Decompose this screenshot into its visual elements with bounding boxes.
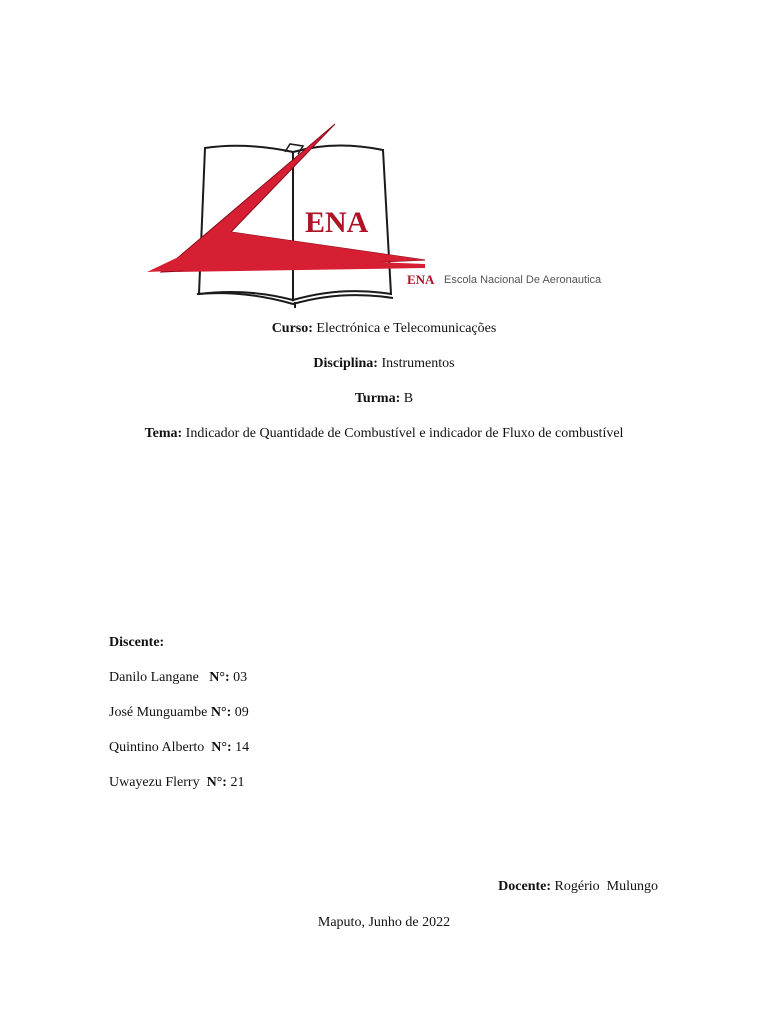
ena-emblem-text: ENA [305, 206, 369, 239]
discente-heading [109, 634, 164, 652]
student-name: Uwayezu Flerry [109, 775, 200, 790]
docente-label: Docente: [498, 879, 552, 894]
student-number: 09 [234, 705, 249, 720]
place-date [0, 914, 768, 932]
student-row [109, 704, 249, 722]
student-name: Danilo Langane [109, 670, 199, 685]
tema-line [0, 425, 768, 443]
disciplina-line [0, 355, 768, 373]
tema-label: Tema: [144, 426, 183, 441]
place-date-text: Maputo, Junho de 2022 [317, 915, 451, 930]
student-row [109, 739, 249, 757]
student-row [109, 774, 244, 792]
curso-value: Electrónica e Telecomunicações [316, 321, 497, 336]
student-number-label: N°: [210, 705, 232, 720]
student-number-label: N°: [211, 740, 232, 755]
docente-line [498, 878, 658, 896]
curso-label: Curso: [271, 321, 313, 336]
tema-value: Indicador de Quantidade de Combustível e indicador de Fluxo de combustível [185, 426, 624, 441]
student-number-label: N°: [209, 670, 230, 685]
student-number: 03 [233, 670, 248, 685]
disciplina-value: Instrumentos [381, 356, 455, 371]
turma-line [0, 390, 768, 408]
turma-label: Turma: [354, 391, 401, 406]
ena-logo [135, 122, 635, 310]
discente-label: Discente: [109, 635, 165, 650]
student-number: 21 [230, 775, 245, 790]
student-name: José Munguambe [109, 705, 208, 720]
student-row [109, 669, 247, 687]
turma-value: B [403, 391, 414, 406]
docente-name: Rogério Mulungo [554, 879, 658, 894]
school-name: Escola Nacional De Aeronautica [444, 274, 602, 286]
disciplina-label: Disciplina: [313, 356, 378, 371]
ena-small-text: ENA [407, 272, 435, 287]
student-name: Quintino Alberto [109, 740, 205, 755]
student-number-label: N°: [206, 775, 227, 790]
student-number: 14 [235, 740, 250, 755]
curso-line [0, 320, 768, 338]
